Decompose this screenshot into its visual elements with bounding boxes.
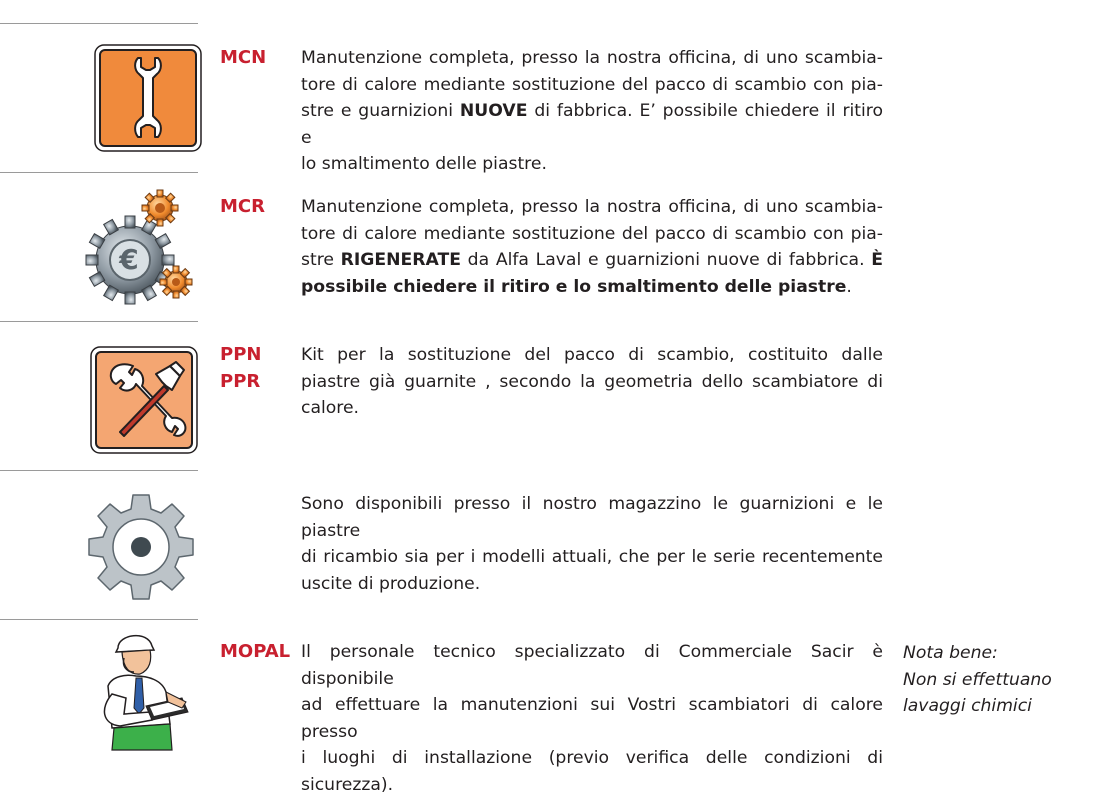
text-line: piastre già guarnite , secondo la geometria dello scambiatore di [301, 371, 883, 392]
section-divider [0, 23, 198, 24]
section-divider [0, 321, 198, 322]
svg-text:€: € [119, 243, 139, 276]
text-line: tore di calore mediante sostituzione del pacco di scambio con pia- [301, 74, 883, 95]
service-code: MCR [220, 196, 265, 217]
technician-icon [90, 628, 198, 754]
text-line: stre e guarnizioni NUOVE di fabbrica. E’ possibile chiedere il ritiro e [301, 101, 884, 148]
text-line: lo smaltimento delle piastre. [301, 154, 547, 174]
text-line: stre RIGENERATE da Alfa Laval e guarnizioni nuove di fabbrica. È [301, 250, 883, 270]
emphasis: NUOVE [459, 101, 528, 121]
text-line: Kit per la sostituzione del pacco di scambio, costituito dalle [301, 345, 883, 365]
text-line: tore di calore mediante sostituzione del pacco di scambio con pia- [301, 223, 883, 244]
text-line: ad effettuare la manutenzioni sui Vostri scambiatori di calore presso [301, 695, 883, 742]
text-line: calore. [301, 398, 359, 418]
note-line: lavaggi chimici [903, 696, 1032, 716]
euro-gears-icon [86, 186, 198, 310]
section-divider [0, 470, 198, 471]
section-description [301, 194, 883, 300]
wrench-icon [94, 44, 202, 156]
crossed-tools-icon [90, 346, 198, 458]
text-line: Sono disponibili presso il nostro magazzino le guarnizioni e le piastre [301, 494, 883, 541]
text-line: i luoghi di installazione (previo verifica delle condizioni di sicurezza). [301, 748, 883, 795]
gear-icon [88, 494, 194, 604]
emphasis: È [871, 250, 883, 270]
emphasis: RIGENERATE [340, 250, 461, 270]
section-description [301, 342, 883, 422]
emphasis: possibile chiedere il ritiro e lo smaltimento delle piastre [301, 276, 847, 297]
section-description [301, 45, 883, 178]
service-code: MOPAL [220, 641, 291, 662]
text-line: Manutenzione completa, presso la nostra officina, di uno scambia- [301, 48, 883, 68]
service-code: PPN [220, 344, 262, 365]
text-line: Manutenzione completa, presso la nostra officina, di uno scambia- [301, 197, 883, 217]
service-code: PPR [220, 370, 261, 392]
text-line: Il personale tecnico specializzato di Commerciale Sacir è disponibile [301, 642, 883, 689]
section-description [301, 491, 883, 597]
section-description [301, 639, 883, 798]
side-note [903, 640, 1052, 720]
note-line: Non si effettuano [903, 669, 1052, 690]
section-divider [0, 619, 198, 620]
text-line: di ricambio sia per i modelli attuali, che per le serie recentemente [301, 547, 883, 567]
section-divider [0, 172, 198, 173]
note-line: Nota bene: [903, 643, 998, 663]
text-line: possibile chiedere il ritiro e lo smaltimento delle piastre. [301, 276, 852, 297]
service-code: MCN [220, 47, 267, 68]
text-line: uscite di produzione. [301, 573, 481, 594]
